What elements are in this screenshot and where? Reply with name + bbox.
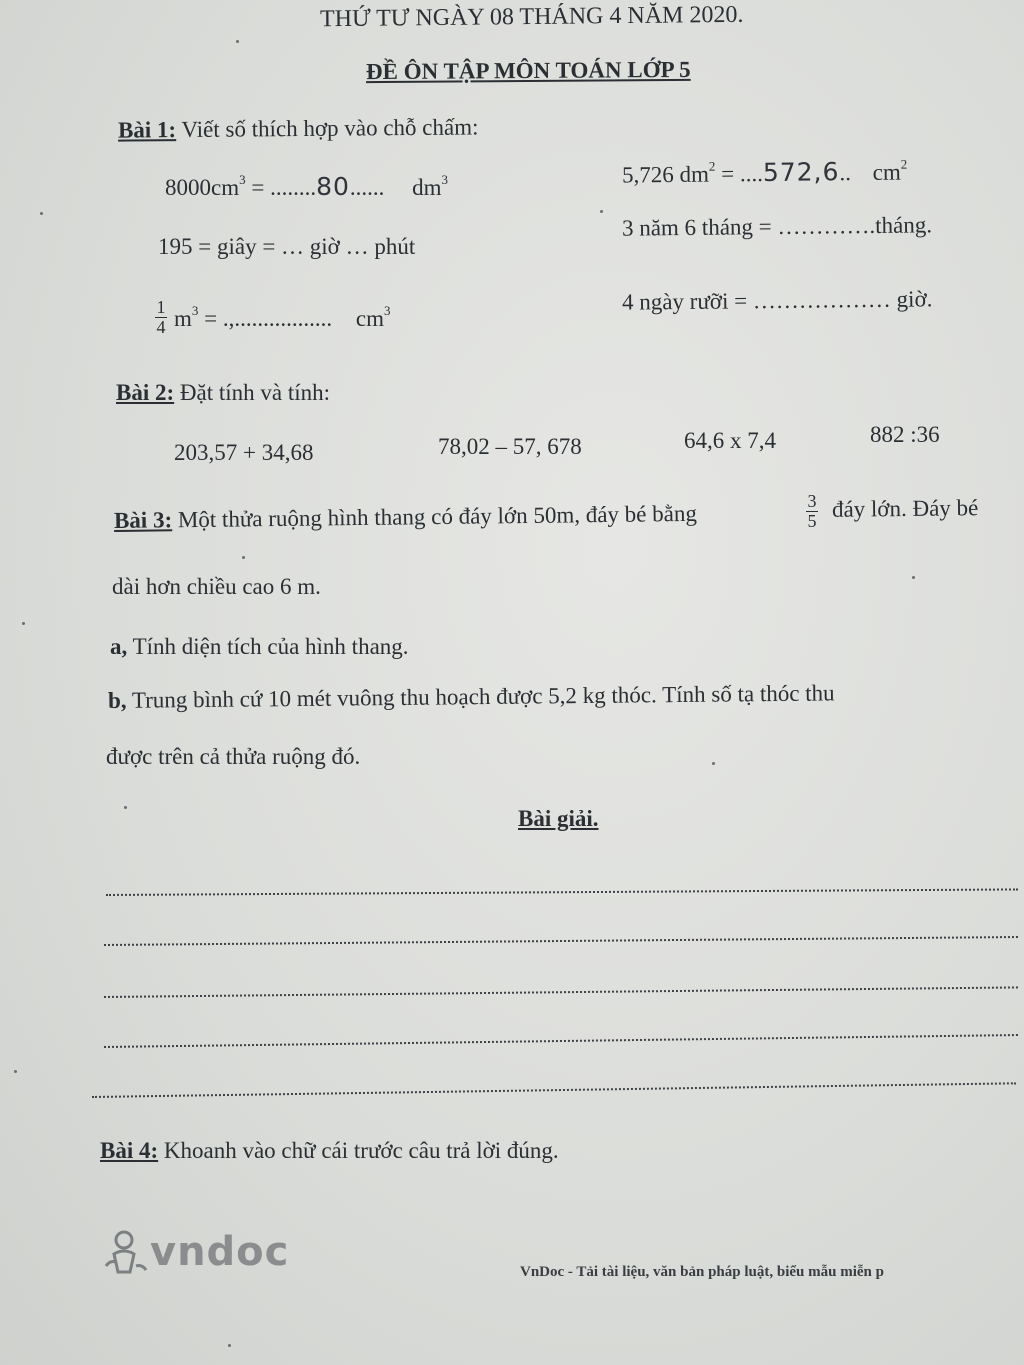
- dots: = .,.................: [198, 306, 333, 331]
- exercise-label: Bài 1:: [117, 117, 177, 143]
- dots: = ........: [245, 175, 317, 200]
- part-text: Tính diện tích của hình thang.: [132, 634, 409, 659]
- answer-line: [104, 936, 1018, 946]
- exercise-instruction: Khoanh vào chữ cái trước câu trả lời đúng.: [163, 1138, 559, 1163]
- paper-speck: [912, 576, 915, 579]
- paper-speck: [14, 1070, 17, 1073]
- calc-item: 203,57 + 34,68: [174, 440, 314, 465]
- fraction-one-quarter: [155, 298, 167, 337]
- worksheet-title: ĐỀ ÔN TẬP MÔN TOÁN LỚP 5: [365, 56, 691, 85]
- paper-speck: [228, 1344, 231, 1347]
- answer-line: [104, 986, 1018, 998]
- vndoc-logo: [100, 1226, 289, 1278]
- question-seconds: 195 = giây = … giờ … phút: [158, 234, 416, 259]
- denominator: 4: [156, 317, 166, 337]
- fraction-three-fifths: [806, 492, 818, 531]
- dots: ..: [839, 160, 852, 186]
- date-line: THỨ TƯ NGÀY 08 THÁNG 4 NĂM 2020.: [319, 1, 744, 33]
- part-label: a,: [110, 634, 128, 659]
- exercise-2-heading: [116, 380, 330, 406]
- part-b: [108, 680, 835, 714]
- lhs-text: 5,726 dm: [621, 161, 710, 188]
- question-area-cm: 5,726 $dm^2 = ....572,6$.. $cm^2$: [621, 156, 908, 188]
- exercise-instruction: Viết số thích hợp vào chỗ chấm:: [181, 114, 479, 143]
- answer-line: [92, 1082, 1016, 1098]
- part-a: [110, 634, 409, 660]
- paper-speck: [242, 556, 245, 559]
- paper-speck: [124, 806, 127, 809]
- question-volume-dm: $8000cm^3 = ........80$...... $dm^3$: [165, 172, 449, 201]
- answer-line: [104, 1034, 1018, 1048]
- paper-speck: [600, 210, 603, 213]
- handwritten-answer: 80: [316, 172, 350, 201]
- exercise-label: Bài 4:: [100, 1138, 159, 1163]
- exercise-4-heading: [100, 1138, 559, 1164]
- question-hours: 4 ngày rưỡi = ……………… giờ.: [621, 286, 933, 315]
- mascot-icon: [100, 1226, 150, 1278]
- denominator: 5: [807, 511, 817, 531]
- calc-item: 78,02 – 57, 678: [438, 434, 582, 459]
- dots: = ....: [715, 161, 764, 187]
- paper-speck: [712, 762, 715, 765]
- logo-wordmark: vndoc: [150, 1229, 290, 1275]
- lhs-text: 8000cm: [165, 175, 240, 200]
- paper-speck: [236, 40, 239, 43]
- paper-speck: [22, 622, 25, 625]
- question-volume-cm: $m^3$ = .,................. $cm^3$: [174, 303, 391, 331]
- paper-speck: [40, 212, 43, 215]
- exercise-label: Bài 3:: [113, 507, 173, 533]
- exercise-3-line1: [114, 501, 697, 534]
- part-text: Trung bình cứ 10 mét vuông thu hoạch được 5,2 kg thóc. Tính số tạ thóc thu: [131, 680, 835, 713]
- answer-line: [106, 888, 1018, 896]
- numerator: 3: [807, 491, 817, 511]
- footer-text: VnDoc - Tải tài liệu, văn bản pháp luật, biểu mẫu miễn p: [520, 1264, 884, 1280]
- solution-heading: Bài giải.: [518, 806, 599, 831]
- handwritten-answer: 572,6: [762, 157, 840, 188]
- exercise-instruction: Đặt tính và tính:: [179, 380, 331, 405]
- unit-text: cm: [872, 159, 901, 185]
- question-months: 3 năm 6 tháng = ………….tháng.: [621, 212, 933, 241]
- unit-text: dm: [412, 175, 442, 200]
- calc-item: 64,6 x 7,4: [684, 428, 776, 453]
- calc-item: 882 :36: [870, 422, 940, 447]
- exercise-1-heading: [118, 114, 479, 143]
- problem-line2: dài hơn chiều cao 6 m.: [112, 574, 321, 599]
- dots: ......: [349, 175, 385, 200]
- part-label: b,: [107, 687, 127, 713]
- lhs-text: m: [174, 306, 192, 331]
- unit-text: cm: [355, 306, 384, 331]
- part-b-line2: được trên cả thửa ruộng đó.: [106, 744, 361, 769]
- problem-text: Một thửa ruộng hình thang có đáy lớn 50m, đáy bé bằng: [177, 500, 698, 533]
- numerator: 1: [156, 297, 166, 317]
- problem-text-end: đáy lớn. Đáy bé: [831, 495, 979, 522]
- exercise-label: Bài 2:: [116, 380, 175, 405]
